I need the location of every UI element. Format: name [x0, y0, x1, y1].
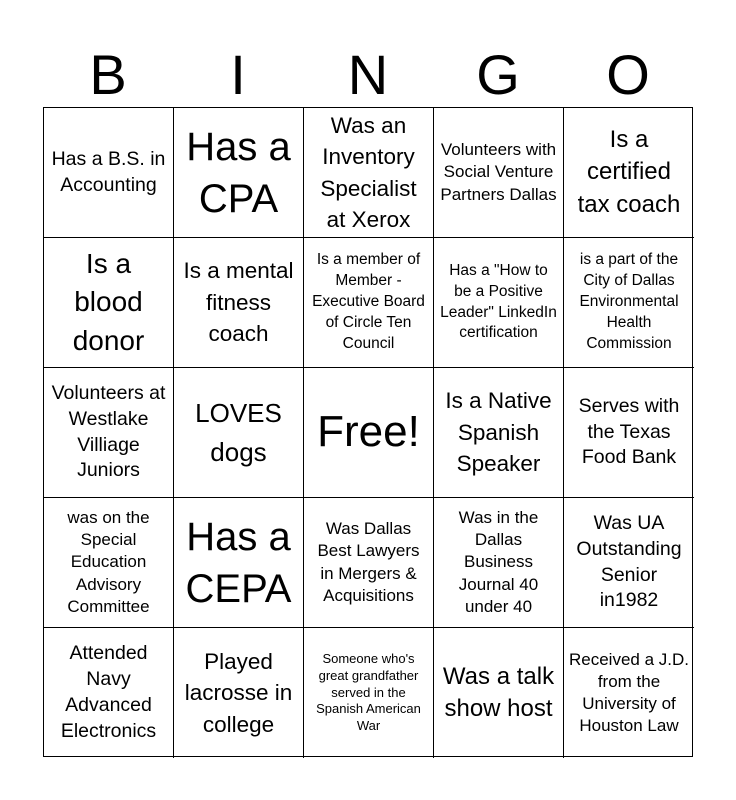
cell-text: Has a "How to be a Positive Leader" LinkedIn certification: [440, 261, 557, 342]
bingo-cell-r4c5[interactable]: [564, 498, 694, 628]
bingo-cell-free[interactable]: [304, 368, 434, 498]
bingo-cell-r4c3[interactable]: [304, 498, 434, 628]
header-letter-o: O: [606, 43, 650, 106]
cell-text: Someone who's great grandfather served in the Spanish American War: [316, 650, 421, 734]
bingo-cell-r3c1[interactable]: [44, 368, 174, 498]
bingo-cell-r4c1[interactable]: [44, 498, 174, 628]
header-letter-i: I: [230, 43, 246, 106]
bingo-cell-r3c4[interactable]: [434, 368, 564, 498]
bingo-grid: [43, 107, 693, 757]
cell-text: was on the Special Education Advisory Committee: [67, 508, 150, 616]
bingo-cell-r1c4[interactable]: [434, 108, 564, 238]
cell-text: Received a J.D. from the University of Houston Law: [569, 649, 689, 736]
cell-text: Has a CPA: [186, 124, 291, 221]
cell-text: Has a CEPA: [185, 514, 292, 611]
bingo-header: [43, 42, 693, 108]
bingo-cell-r5c3[interactable]: [304, 628, 434, 758]
bingo-cell-r5c2[interactable]: [174, 628, 304, 758]
bingo-cell-r5c1[interactable]: [44, 628, 174, 758]
bingo-cell-r2c1[interactable]: [44, 238, 174, 368]
header-letter-b: B: [89, 43, 127, 106]
bingo-cell-r1c5[interactable]: [564, 108, 694, 238]
cell-text: Serves with the Texas Food Bank: [578, 394, 680, 469]
header-letter-n: N: [347, 43, 389, 106]
free-space-text: Free!: [317, 407, 420, 457]
bingo-cell-r4c2[interactable]: [174, 498, 304, 628]
bingo-cell-r2c3[interactable]: [304, 238, 434, 368]
bingo-cell-r1c1[interactable]: [44, 108, 174, 238]
bingo-cell-r3c5[interactable]: [564, 368, 694, 498]
cell-text: Attended Navy Advanced Electronics: [60, 642, 157, 742]
bingo-cell-r4c4[interactable]: [434, 498, 564, 628]
bingo-cell-r5c5[interactable]: [564, 628, 694, 758]
cell-text: Was Dallas Best Lawyers in Mergers & Acquisitions: [317, 519, 420, 605]
cell-text: Is a blood donor: [72, 247, 145, 356]
header-letter-g: G: [476, 43, 520, 106]
cell-text: Was UA Outstanding Senior in1982: [576, 511, 682, 612]
cell-text: Was an Inventory Specialist at Xerox: [320, 112, 417, 232]
cell-text: Is a Native Spanish Speaker: [445, 388, 552, 477]
cell-text: Played lacrosse in college: [184, 648, 293, 737]
bingo-cell-r1c3[interactable]: [304, 108, 434, 238]
cell-text: Has a B.S. in Accounting: [51, 147, 166, 196]
cell-text: Volunteers at Westlake Villiage Juniors: [51, 381, 166, 482]
cell-text: LOVES dogs: [195, 397, 282, 467]
cell-text: Is a certified tax coach: [577, 125, 681, 218]
cell-text: Is a member of Member - Executive Board of Circle Ten Council: [312, 251, 425, 352]
bingo-cell-r1c2[interactable]: [174, 108, 304, 238]
cell-text: Was in the Dallas Business Journal 40 under 40: [458, 508, 539, 616]
bingo-cell-r2c5[interactable]: [564, 238, 694, 368]
cell-text: is a part of the City of Dallas Environmental Health Commission: [579, 251, 679, 352]
cell-text: Was a talk show host: [442, 662, 555, 722]
bingo-cell-r3c2[interactable]: [174, 368, 304, 498]
bingo-cell-r5c4[interactable]: [434, 628, 564, 758]
bingo-cell-r2c2[interactable]: [174, 238, 304, 368]
bingo-cell-r2c4[interactable]: [434, 238, 564, 368]
cell-text: Is a mental fitness coach: [183, 258, 294, 347]
cell-text: Volunteers with Social Venture Partners Dallas: [440, 140, 557, 204]
